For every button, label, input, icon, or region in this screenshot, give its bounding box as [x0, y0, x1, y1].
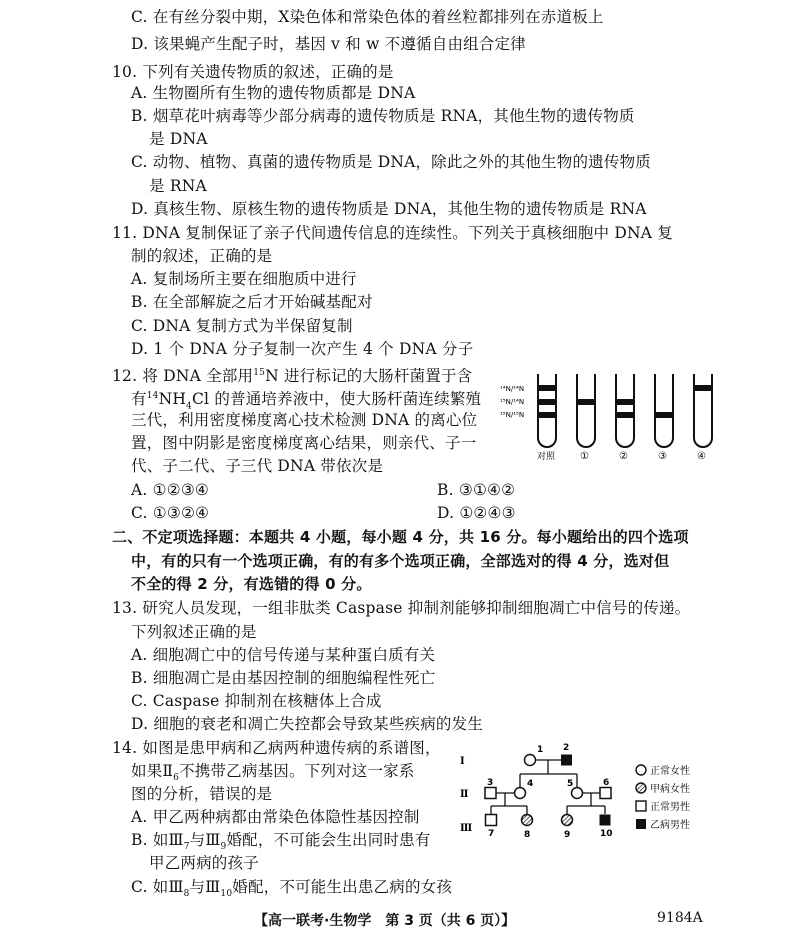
- individual-5: [572, 788, 583, 799]
- q12-option-d: D. ①②④③: [437, 504, 516, 522]
- individual-number-8: 8: [524, 830, 531, 838]
- q10-stem: 10. 下列有关遗传物质的叙述，正确的是: [112, 63, 394, 81]
- q14-stem-line2: 如果$Ⅱ_6$不携带乙病基因。下列对这一家系: [131, 762, 415, 784]
- q10-option-d: D. 真核生物、原核生物的遗传物质是 DNA，其他生物的遗传物质是 RNA: [131, 200, 647, 218]
- q13-option-a: A. 细胞凋亡中的信号传递与某种蛋白质有关: [131, 646, 436, 664]
- individual-4: [515, 788, 526, 799]
- individual-number-4: 4: [527, 779, 534, 789]
- q12-stem-line1: 12. 将 DNA 全部用$^{15}$N 进行标记的大肠杆菌置于含: [112, 367, 473, 386]
- q11-option-d: D. 1 个 DNA 分子复制一次产生 4 个 DNA 分子: [131, 340, 474, 358]
- individual-10: [600, 815, 611, 826]
- band-label-15n14n: ¹⁵N/¹⁴N: [500, 398, 525, 406]
- individual-9: [562, 815, 573, 826]
- section2-instructions-line2: 中，有的只有一个选项正确，有的有多个选项正确，全部选对的得 4 分，选对但: [131, 552, 670, 570]
- legend-normal-male: 正常男性: [650, 802, 690, 813]
- tube-label-4: ④: [697, 451, 706, 462]
- legend-affected-female-icon: [636, 783, 646, 793]
- tube-label-3: ③: [658, 451, 667, 462]
- legend-normal-female: 正常女性: [650, 766, 690, 777]
- centrifuge-tubes-figure: [500, 362, 735, 462]
- q11-option-b: B. 在全部解旋之后才开始碱基配对: [131, 293, 373, 311]
- legend-affected-male: 乙病男性: [650, 820, 690, 831]
- q13-option-c: C. Caspase 抑制剂在核糖体上合成: [131, 692, 382, 710]
- q13-option-b: B. 细胞凋亡是由基因控制的细胞编程性死亡: [131, 669, 436, 687]
- q10-option-c-line2: 是 RNA: [149, 177, 207, 195]
- q12-stem-line2: 有$^{14}NH_4Cl$ 的普通培养液中，使大肠杆菌连续繁殖: [131, 390, 482, 412]
- q10-option-b-line1: B. 烟草花叶病毒等少部分病毒的遗传物质是 RNA，其他生物的遗传物质: [131, 107, 635, 125]
- tube-4: [694, 374, 712, 447]
- q12-stem-line4: 置，图中阴影是密度梯度离心结果，则亲代、子一: [131, 434, 477, 452]
- individual-number-7: 7: [488, 829, 495, 838]
- section2-instructions-line3: 不全的得 2 分，有选错的得 0 分。: [131, 575, 372, 593]
- individual-number-5: 5: [567, 779, 574, 789]
- individual-6: [600, 788, 611, 799]
- tube-label-control: 对照: [537, 452, 556, 462]
- q14-option-b-line2: 甲乙两病的孩子: [149, 854, 259, 872]
- legend-normal-female-icon: [636, 765, 646, 775]
- q14-stem-line1: 14. 如图是患甲病和乙病两种遗传病的系谱图，: [112, 739, 441, 757]
- q13-option-d: D. 细胞的衰老和凋亡失控都会导致某些疾病的发生: [131, 715, 484, 733]
- individual-2: [561, 755, 572, 766]
- individual-number-3: 3: [487, 778, 494, 788]
- q14-option-b-line1: B. 如$Ⅲ_7$与$Ⅲ_9$婚配，不可能会生出同时患有: [131, 831, 431, 853]
- q10-option-c-line1: C. 动物、植物、真菌的遗传物质是 DNA，除此之外的其他生物的遗传物质: [131, 153, 651, 171]
- section2-instructions-line1: 二、不定项选择题：本题共 4 小题，每小题 4 分，共 16 分。每小题给出的四个选项: [112, 528, 689, 546]
- q12-option-c: C. ①③②④: [131, 504, 210, 522]
- individual-1: [525, 755, 536, 766]
- band-label-14n14n: ¹⁴N/¹⁴N: [500, 385, 525, 393]
- individual-number-1: 1: [537, 745, 544, 755]
- q14-option-c: C. 如$Ⅲ_8$与$Ⅲ_{10}$婚配，不可能生出患乙病的女孩: [131, 878, 453, 900]
- legend-affected-female: 甲病女性: [650, 784, 690, 795]
- individual-7: [486, 815, 497, 826]
- q11-stem-line2: 制的叙述，正确的是: [131, 247, 273, 265]
- q13-stem-line1: 13. 研究人员发现，一组非肽类 Caspase 抑制剂能够抑制细胞凋亡中信号的传递。: [112, 599, 691, 617]
- pedigree-figure: [455, 738, 745, 838]
- individual-3: [485, 788, 496, 799]
- gen-label-2: Ⅱ: [460, 789, 469, 800]
- q12-stem-line3: 三代，利用密度梯度离心技术检测 DNA 的离心位: [131, 411, 478, 429]
- q10-option-b-line2: 是 DNA: [149, 130, 208, 148]
- individual-number-10: 10: [600, 829, 613, 838]
- legend-normal-male-icon: [636, 801, 646, 811]
- page-footer: 【高一联考·生物学 第 3 页（共 6 页）】: [254, 913, 516, 929]
- q12-option-a: A. ①②③④: [131, 481, 210, 499]
- individual-8: [522, 815, 533, 826]
- legend-affected-male-icon: [636, 819, 646, 829]
- q12-option-b: B. ③①④②: [437, 481, 516, 499]
- exam-code: 9184A: [657, 910, 703, 926]
- q11-stem-line1: 11. DNA 复制保证了亲子代间遗传信息的连续性。下列关于真核细胞中 DNA 复: [112, 224, 673, 242]
- tube-label-2: ②: [619, 451, 628, 462]
- q9-option-d: D. 该果蝇产生配子时，基因 v 和 w 不遵循自由组合定律: [131, 35, 526, 53]
- tube-label-1: ①: [580, 451, 589, 462]
- q14-stem-line3: 图的分析，错误的是: [131, 785, 273, 803]
- pedigree-legend: [636, 764, 690, 831]
- tube-3: [655, 374, 673, 447]
- q11-option-a: A. 复制场所主要在细胞质中进行: [131, 270, 357, 288]
- q11-option-c: C. DNA 复制方式为半保留复制: [131, 317, 353, 335]
- q9-option-c: C. 在有丝分裂中期，X染色体和常染色体的着丝粒都排列在赤道板上: [131, 8, 604, 26]
- gen-label-1: Ⅰ: [460, 756, 465, 767]
- q10-option-a: A. 生物圈所有生物的遗传物质都是 DNA: [131, 84, 416, 102]
- individual-number-2: 2: [563, 743, 570, 753]
- tube-1: [577, 374, 595, 447]
- q13-stem-line2: 下列叙述正确的是: [131, 623, 257, 641]
- tube-2: [616, 374, 634, 447]
- individual-number-6: 6: [603, 778, 610, 788]
- q12-stem-line5: 代、子二代、子三代 DNA 带依次是: [131, 457, 384, 475]
- band-label-15n15n: ¹⁵N/¹⁵N: [500, 411, 525, 419]
- tube-control: [538, 374, 556, 447]
- q14-option-a: A. 甲乙两种病都由常染色体隐性基因控制: [131, 808, 420, 826]
- individual-number-9: 9: [564, 830, 571, 838]
- gen-label-3: Ⅲ: [460, 823, 473, 834]
